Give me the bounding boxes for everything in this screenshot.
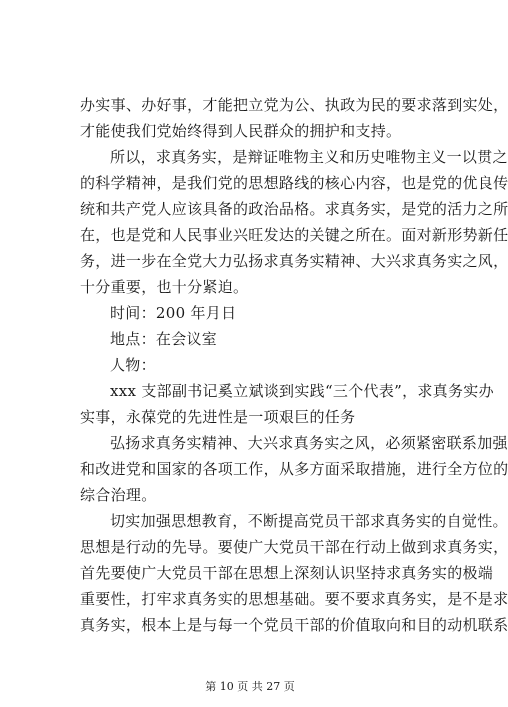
document-body bbox=[80, 92, 508, 638]
text-line: 真务实，根本上是与每一个党员干部的价值取向和目的动机联系 bbox=[80, 616, 508, 634]
text-line: 才能使我们党始终得到人民群众的拥护和支持。 bbox=[80, 122, 402, 140]
text-line: 思想是行动的先导。要使广大党员干部在行动上做到求真务实， bbox=[80, 538, 508, 556]
text-line: 首先要使广大党员干部在思想上深刻认识坚持求真务实的极端 bbox=[80, 564, 494, 582]
text-line: 切实加强思想教育，不断提高党员干部求真务实的自觉性。 bbox=[110, 512, 508, 530]
text-line: 地点：在会议室 bbox=[110, 330, 218, 348]
paragraph bbox=[80, 92, 508, 144]
text-line: 所以，求真务实，是辩证唯物主义和历史唯物主义一以贯之 bbox=[110, 148, 508, 166]
page-number: 第 10 页 共 27 页 bbox=[205, 680, 295, 693]
text-line: 十分重要，也十分紧迫。 bbox=[80, 278, 249, 296]
paragraph bbox=[80, 508, 508, 638]
text-line: 时间：200 年月日 bbox=[110, 304, 237, 322]
text-line: 综合治理。 bbox=[80, 486, 157, 504]
page-footer bbox=[0, 680, 500, 694]
paragraph bbox=[80, 430, 508, 508]
paragraph bbox=[80, 352, 462, 378]
text-line: 人物： bbox=[110, 356, 156, 374]
paragraph bbox=[80, 300, 462, 326]
paragraph bbox=[80, 326, 462, 352]
text-line: 务，进一步在全党大力弘扬求真务实精神、大兴求真务实之风， bbox=[80, 252, 508, 270]
text-line: 和改进党和国家的各项工作，从多方面采取措施，进行全方位的 bbox=[80, 460, 508, 478]
text-line: xxx 支部副书记奚立斌谈到实践“三个代表”，求真务实办 bbox=[110, 382, 494, 400]
paragraph bbox=[80, 144, 508, 300]
text-line: 重要性，打牢求真务实的思想基础。要不要求真务实，是不是求 bbox=[80, 590, 508, 608]
text-line: 实事，永葆党的先进性是一项艰巨的任务 bbox=[80, 408, 356, 426]
text-line: 办实事、办好事，才能把立党为公、执政为民的要求落到实处， bbox=[80, 96, 508, 114]
text-line: 在，也是党和人民事业兴旺发达的关键之所在。面对新形势新任 bbox=[80, 226, 508, 244]
text-line: 统和共产党人应该具备的政治品格。求真务实，是党的活力之所 bbox=[80, 200, 508, 218]
text-line: 的科学精神，是我们党的思想路线的核心内容，也是党的优良传 bbox=[80, 174, 508, 192]
paragraph bbox=[80, 378, 494, 430]
text-line: 弘扬求真务实精神、大兴求真务实之风，必须紧密联系加强 bbox=[110, 434, 508, 452]
